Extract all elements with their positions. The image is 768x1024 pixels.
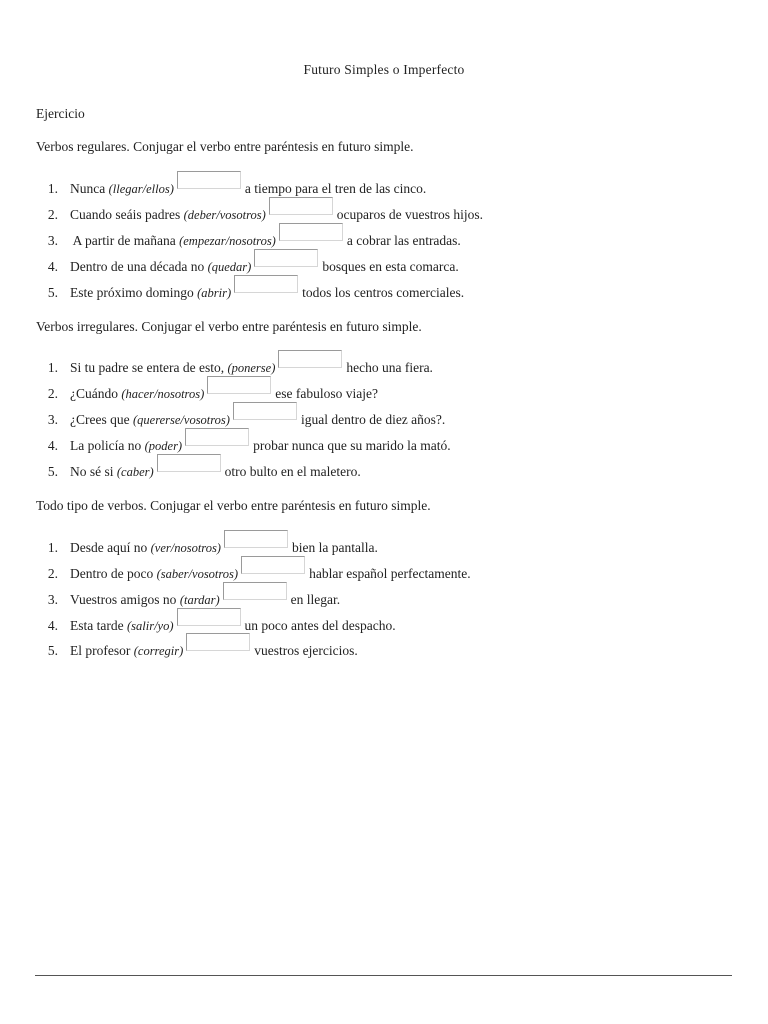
answer-input[interactable] bbox=[224, 530, 288, 548]
item-text-after: igual dentro de diez años?. bbox=[300, 412, 446, 427]
item-number: 4. bbox=[47, 618, 58, 633]
exercise-heading: Ejercicio bbox=[36, 106, 85, 121]
item-text-before: ¿Cuándo bbox=[70, 386, 122, 401]
item-text-after: otro bulto en el maletero. bbox=[224, 464, 361, 479]
item-number: 3. bbox=[47, 233, 58, 248]
verb-hint: (empezar/nosotros) bbox=[179, 234, 276, 248]
exercise-item bbox=[0, 639, 358, 659]
item-text-before: Si tu padre se entera de esto, bbox=[70, 360, 228, 375]
exercise-item bbox=[0, 614, 396, 634]
item-text-before: A partir de mañana bbox=[70, 233, 180, 248]
item-number: 1. bbox=[47, 181, 58, 196]
item-text-before: Cuando seáis padres bbox=[70, 207, 184, 222]
item-text-after: bosques en esta comarca. bbox=[322, 259, 459, 274]
exercise-item bbox=[0, 177, 426, 197]
exercise-item bbox=[0, 382, 378, 402]
item-number: 2. bbox=[47, 566, 58, 581]
verb-hint: (salir/yo) bbox=[126, 619, 174, 633]
item-text-before: Nunca bbox=[70, 181, 109, 196]
verb-hint: (corregir) bbox=[133, 644, 184, 658]
verb-hint: (poder) bbox=[144, 439, 183, 453]
verb-hint: (ponerse) bbox=[227, 361, 276, 375]
answer-input[interactable] bbox=[177, 608, 241, 626]
answer-input[interactable] bbox=[186, 633, 250, 651]
item-text-after: vuestros ejercicios. bbox=[254, 643, 358, 658]
item-text-before: No sé si bbox=[70, 464, 117, 479]
item-text-before: El profesor bbox=[70, 643, 134, 658]
item-text-after: bien la pantalla. bbox=[291, 540, 378, 555]
verb-hint: (caber) bbox=[116, 465, 154, 479]
answer-input[interactable] bbox=[254, 249, 318, 267]
section-3-instruction: Todo tipo de verbos. Conjugar el verbo entre paréntesis en futuro simple. bbox=[36, 498, 431, 513]
item-text-after: hablar español perfectamente. bbox=[309, 566, 471, 581]
verb-hint: (deber/vosotros) bbox=[183, 208, 266, 222]
item-text-after: a cobrar las entradas. bbox=[346, 233, 461, 248]
answer-input[interactable] bbox=[185, 428, 249, 446]
exercise-item bbox=[0, 203, 483, 223]
item-text-after: todos los centros comerciales. bbox=[302, 285, 465, 300]
verb-hint: (llegar/ellos) bbox=[108, 182, 174, 196]
section-2-instruction: Verbos irregulares. Conjugar el verbo entre paréntesis en futuro simple. bbox=[36, 319, 422, 334]
exercise-item bbox=[0, 536, 378, 556]
exercise-item bbox=[0, 356, 433, 376]
answer-input[interactable] bbox=[234, 275, 298, 293]
item-number: 4. bbox=[47, 259, 58, 274]
exercise-item bbox=[0, 434, 451, 454]
item-text-after: probar nunca que su marido la mató. bbox=[253, 438, 451, 453]
item-number: 5. bbox=[47, 643, 58, 658]
verb-hint: (quererse/vosotros) bbox=[132, 413, 230, 427]
item-text-after: ocuparos de vuestros hijos. bbox=[336, 207, 484, 222]
footer-rule bbox=[35, 975, 732, 976]
answer-input[interactable] bbox=[278, 350, 342, 368]
item-text-after: a tiempo para el tren de las cinco. bbox=[244, 181, 427, 196]
item-text-after: hecho una fiera. bbox=[346, 360, 433, 375]
verb-hint: (saber/vosotros) bbox=[156, 567, 239, 581]
section-1-instruction: Verbos regulares. Conjugar el verbo entre paréntesis en futuro simple. bbox=[36, 139, 414, 154]
verb-hint: (hacer/nosotros) bbox=[121, 387, 205, 401]
item-number: 4. bbox=[47, 438, 58, 453]
item-text-after: un poco antes del despacho. bbox=[244, 618, 396, 633]
item-text-after: en llegar. bbox=[290, 592, 341, 607]
answer-input[interactable] bbox=[241, 556, 305, 574]
exercise-item bbox=[0, 255, 459, 275]
verb-hint: (quedar) bbox=[207, 260, 252, 274]
exercise-item bbox=[0, 562, 471, 582]
answer-input[interactable] bbox=[279, 223, 343, 241]
item-text-before: Desde aquí no bbox=[70, 540, 151, 555]
item-text-after: ese fabuloso viaje? bbox=[275, 386, 378, 401]
page-title: Futuro Simples o Imperfecto bbox=[303, 62, 465, 77]
answer-input[interactable] bbox=[177, 171, 241, 189]
exercise-item bbox=[0, 460, 361, 480]
item-number: 3. bbox=[47, 412, 58, 427]
item-text-before: ¿Crees que bbox=[70, 412, 133, 427]
exercise-item bbox=[0, 229, 461, 249]
verb-hint: (ver/nosotros) bbox=[150, 541, 221, 555]
item-number: 2. bbox=[47, 386, 58, 401]
exercise-item bbox=[0, 281, 464, 301]
item-number: 5. bbox=[47, 285, 58, 300]
answer-input[interactable] bbox=[233, 402, 297, 420]
item-text-before: Dentro de poco bbox=[70, 566, 157, 581]
answer-input[interactable] bbox=[157, 454, 221, 472]
item-text-before: Esta tarde bbox=[70, 618, 127, 633]
item-number: 1. bbox=[47, 540, 58, 555]
answer-input[interactable] bbox=[269, 197, 333, 215]
answer-input[interactable] bbox=[223, 582, 287, 600]
item-text-before: Este próximo domingo bbox=[70, 285, 198, 300]
item-text-before: Dentro de una década no bbox=[70, 259, 208, 274]
item-number: 1. bbox=[47, 360, 58, 375]
verb-hint: (tardar) bbox=[179, 593, 220, 607]
exercise-item bbox=[0, 408, 445, 428]
item-text-before: Vuestros amigos no bbox=[70, 592, 180, 607]
exercise-item bbox=[0, 588, 340, 608]
item-number: 5. bbox=[47, 464, 58, 479]
item-number: 3. bbox=[47, 592, 58, 607]
answer-input[interactable] bbox=[207, 376, 271, 394]
verb-hint: (abrir) bbox=[197, 286, 232, 300]
item-number: 2. bbox=[47, 207, 58, 222]
item-text-before: La policía no bbox=[70, 438, 145, 453]
